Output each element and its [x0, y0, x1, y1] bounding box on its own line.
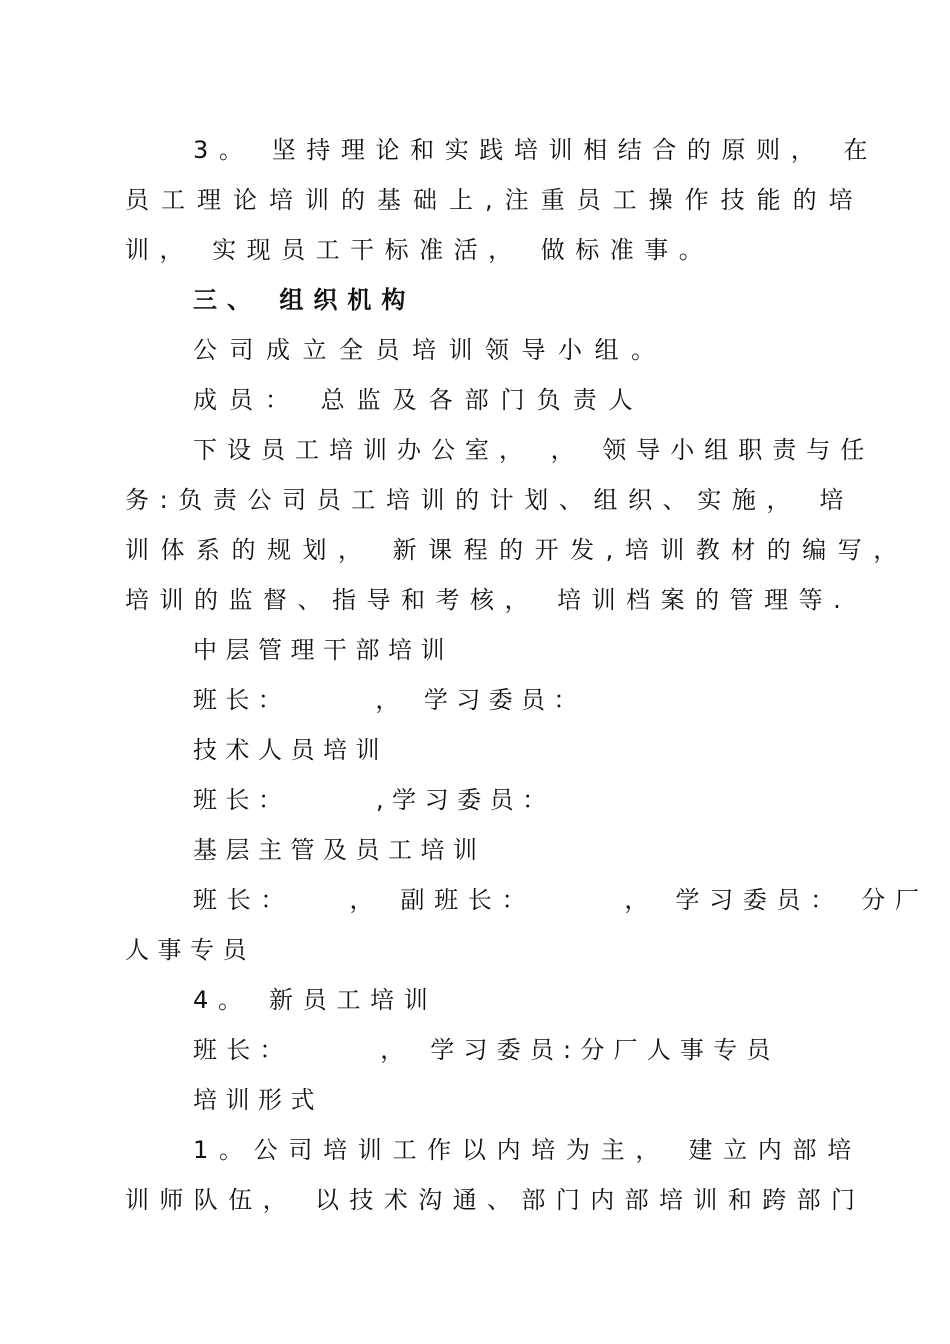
paragraph-line: 班长： ， 副班长： ， 学习委员： 分厂 — [193, 886, 929, 914]
paragraph-line: 公司成立全员培训领导小组。 — [193, 336, 668, 364]
paragraph-line: 中层管理干部培训 — [193, 636, 453, 664]
paragraph-line: 3。 坚持理论和实践培训相结合的原则， 在 — [193, 136, 879, 164]
paragraph-line: 人事专员 — [125, 936, 255, 964]
paragraph-line: 班长： ,学习委员： — [193, 786, 555, 814]
paragraph-line: 4。 新员工培训 — [193, 986, 438, 1014]
paragraph-line: 班长： ， 学习委员:分厂人事专员 — [193, 1036, 780, 1064]
paragraph-line: 成员： 总监及各部门负责人 — [193, 386, 645, 414]
section-heading: 三、 组织机构 — [193, 286, 416, 314]
paragraph-line: 训师队伍， 以技术沟通、部门内部培训和跨部门 — [125, 1186, 866, 1214]
paragraph-line: 下设员工培训办公室， ， 领导小组职责与任 — [193, 436, 875, 464]
paragraph-line: 培训形式 — [193, 1086, 323, 1114]
paragraph-line: 训体系的规划， 新课程的开发,培训教材的编写， — [125, 536, 909, 564]
paragraph-line: 1。公司培训工作以内培为主， 建立内部培 — [193, 1136, 862, 1164]
paragraph-line: 员工理论培训的基础上,注重员工操作技能的培 — [125, 186, 865, 214]
paragraph-line: 训， 实现员工干标准活， 做标准事。 — [125, 236, 714, 264]
paragraph-line: 技术人员培训 — [193, 736, 388, 764]
paragraph-line: 基层主管及员工培训 — [193, 836, 486, 864]
paragraph-line: 班长： ， 学习委员： — [193, 686, 586, 714]
paragraph-line: 培训的监督、指导和考核， 培训档案的管理等. — [125, 586, 852, 614]
paragraph-line: 务:负责公司员工培训的计划、组织、实施， 培 — [125, 486, 854, 514]
